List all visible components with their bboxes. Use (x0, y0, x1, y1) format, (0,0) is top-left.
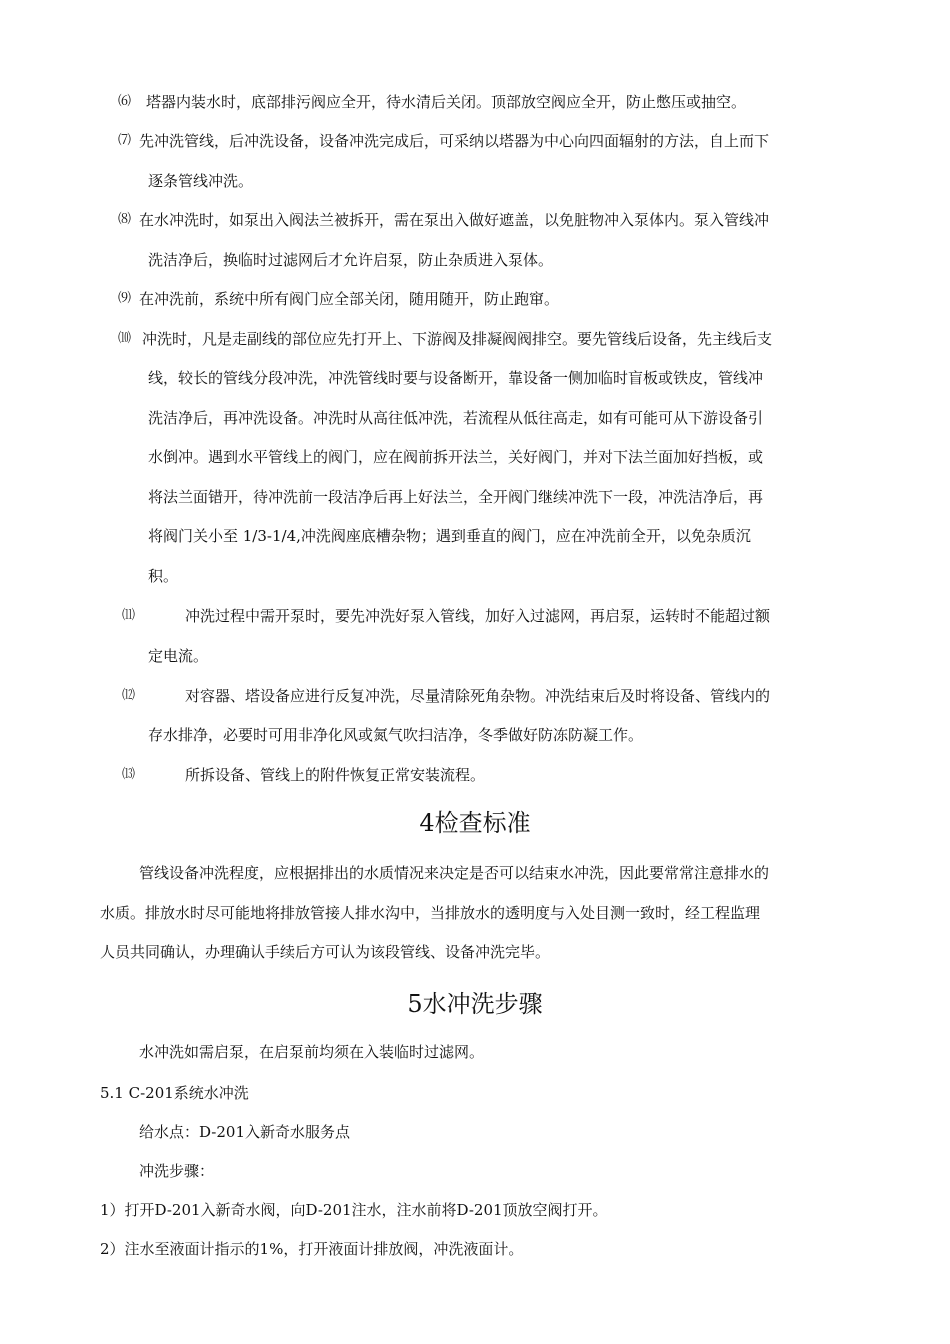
item-10-text: 线，较长的管线分段冲洗，冲洗管线时要与设备断开，靠设备一侧加临时盲板或铁皮，管线冲 (148, 369, 764, 387)
item-8-text: 在水冲洗时，如泵出入阀法兰被拆开，需在泵出入做好遮盖，以免脏物冲入泵体内。泵入管线冲 (139, 211, 770, 229)
item-6-text: 塔器内装水时，底部排污阀应全开，待水清后关闭。顶部放空阀应全开，防止憋压或抽空。 (146, 93, 747, 111)
section-4-paragraph-line: 人员共同确认，办理确认手续后方可认为该段管线、设备冲洗完毕。 (100, 943, 551, 961)
item-10-text: 冲洗时，凡是走副线的部位应先打开上、下游阀及排凝阀阀排空。要先管线后设备，先主线后支 (142, 330, 773, 348)
item-8-number: ⑻ (118, 212, 132, 227)
item-10-text: 洗洁净后，再冲洗设备。冲洗时从高往低冲洗，若流程从低往高走，如有可能可从下游设备引 (148, 409, 764, 427)
subsection-5-1-title: 5.1 C-201系统水冲洗 (100, 1084, 249, 1102)
item-7-text: 逐条管线冲洗。 (148, 172, 254, 190)
item-10-text: 将法兰面错开，待冲洗前一段洁净后再上好法兰，全开阀门继续冲洗下一段，冲洗洁净后，再 (148, 488, 764, 506)
item-10-text: 将阀门关小至 1/3-1/4,冲洗阀座底槽杂物；遇到垂直的阀门，应在冲洗前全开，以免杂质沉 (148, 527, 751, 545)
section-4-paragraph-line: 管线设备冲洗程度，应根据排出的水质情况来决定是否可以结束水冲洗，因此要常常注意排水的 (139, 864, 770, 882)
item-10-text: 水倒冲。遇到水平管线上的阀门，应在阀前拆开法兰，关好阀门，并对下法兰面加好挡板，或 (148, 448, 764, 466)
item-9-text: 在冲洗前，系统中所有阀门应全部关闭，随用随开，防止跑窜。 (139, 290, 560, 308)
item-11-text: 定电流。 (148, 647, 209, 665)
item-8-text: 洗洁净后，换临时过滤网后才允许启泵，防止杂质进入泵体。 (148, 251, 554, 269)
flush-steps-label: 冲洗步骤： (139, 1162, 215, 1180)
item-10-number: ⑽ (118, 331, 132, 346)
item-10-text: 积。 (148, 567, 179, 585)
item-13-text: 所拆设备、管线上的附件恢复正常安装流程。 (185, 766, 486, 784)
section-5-intro: 水冲洗如需启泵，在启泵前均须在入装临时过滤网。 (139, 1043, 485, 1061)
flush-step-2: 2）注水至液面计指示的1%，打开液面计排放阀，冲洗液面计。 (100, 1240, 524, 1258)
item-6-number: ⑹ (118, 94, 132, 109)
item-12-text: 对容器、塔设备应进行反复冲洗，尽量清除死角杂物。冲洗结束后及时将设备、管线内的 (185, 687, 771, 705)
item-11-text: 冲洗过程中需开泵时，要先冲洗好泵入管线，加好入过滤网，再启泵，运转时不能超过额 (185, 607, 771, 625)
item-12-text: 存水排净，必要时可用非净化风或氮气吹扫洁净，冬季做好防冻防凝工作。 (148, 726, 644, 744)
item-12-number: ⑿ (122, 688, 136, 703)
item-7-text: 先冲洗管线，后冲洗设备，设备冲洗完成后，可采纳以塔器为中心向四面辐射的方法，自上而下 (139, 132, 770, 150)
section-5-heading: 5水冲洗步骤 (407, 990, 543, 1018)
item-13-number: ⒀ (122, 767, 136, 782)
item-9-number: ⑼ (118, 291, 132, 306)
flush-step-1: 1）打开D-201入新奇水阀，向D-201注水，注水前将D-201顶放空阀打开。 (100, 1201, 608, 1219)
section-4-paragraph-line: 水质。排放水时尽可能地将排放管接人排水沟中，当排放水的透明度与入处目测一致时，经工程监理 (100, 904, 761, 922)
item-11-number: ⑾ (122, 608, 136, 623)
item-7-number: ⑺ (118, 133, 132, 148)
water-supply-point: 给水点：D-201入新奇水服务点 (139, 1123, 351, 1141)
section-4-heading: 4检查标准 (419, 809, 531, 837)
